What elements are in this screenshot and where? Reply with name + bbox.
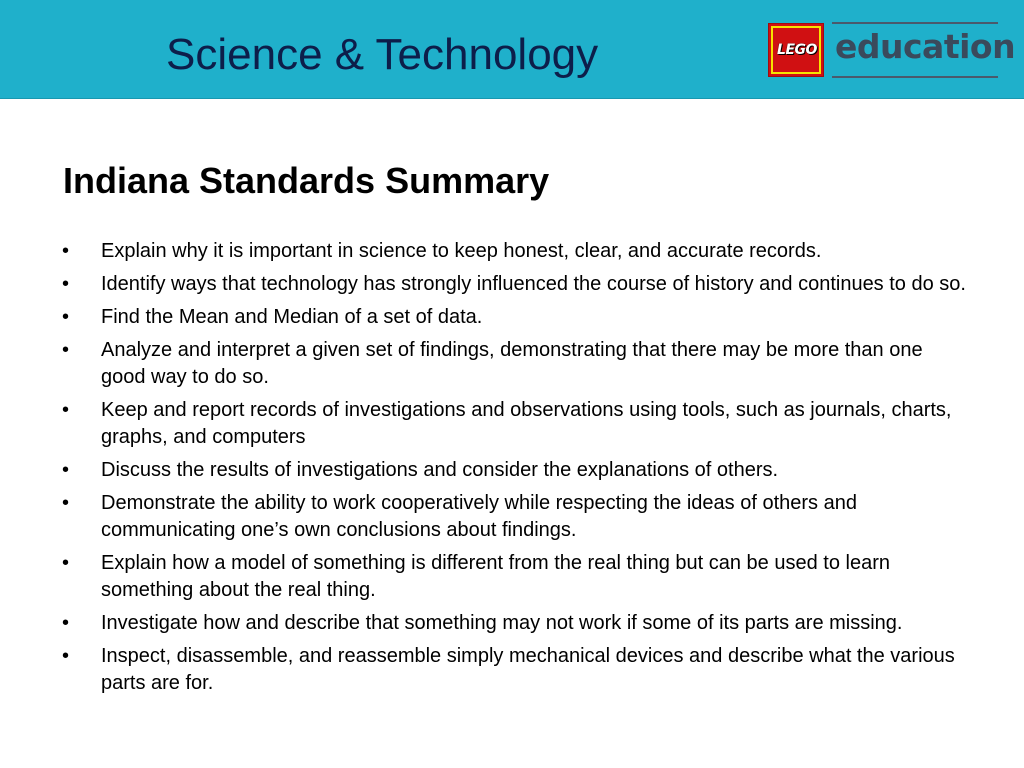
- slide-header-title: Science & Technology: [166, 30, 599, 79]
- bullet-icon: •: [62, 612, 70, 634]
- education-wordmark: education: [835, 27, 1016, 66]
- logo-bottom-rule: [832, 76, 998, 78]
- bullet-icon: •: [62, 339, 70, 361]
- bullet-icon: •: [62, 240, 70, 262]
- list-item-text: Demonstrate the ability to work cooperatively while respecting the ideas of others and communicating one’s own conclusions about findings.: [101, 492, 857, 541]
- list-item-text: Investigate how and describe that something may not work if some of its parts are missing.: [101, 612, 903, 634]
- list-item: [62, 337, 972, 391]
- bullet-icon: •: [62, 552, 70, 574]
- list-item-text: Explain why it is important in science to keep honest, clear, and accurate records.: [101, 240, 822, 262]
- list-item: [62, 490, 972, 544]
- bullet-icon: •: [62, 399, 70, 421]
- list-item: [62, 304, 972, 331]
- list-item: [62, 457, 972, 484]
- list-item: [62, 397, 972, 451]
- bullet-icon: •: [62, 645, 70, 667]
- list-item-text: Discuss the results of investigations and consider the explanations of others.: [101, 459, 779, 481]
- list-item-text: Identify ways that technology has strongly influenced the course of history and continues to do so.: [101, 273, 966, 295]
- header-bar: [0, 0, 1024, 99]
- list-item: [62, 238, 972, 265]
- section-title: Indiana Standards Summary: [63, 160, 550, 201]
- bullet-icon: •: [62, 273, 70, 295]
- list-item: [62, 550, 972, 604]
- list-item: [62, 643, 972, 697]
- lego-logo-badge: [768, 23, 824, 77]
- lego-logo-text: LEGO: [777, 42, 817, 58]
- logo-top-rule: [832, 22, 998, 24]
- list-item: [62, 610, 972, 637]
- bullet-icon: •: [62, 459, 70, 481]
- bullet-icon: •: [62, 306, 70, 328]
- bullet-icon: •: [62, 492, 70, 514]
- list-item-text: Find the Mean and Median of a set of data.: [101, 306, 483, 328]
- list-item-text: Explain how a model of something is different from the real thing but can be used to learn something about the real thing.: [101, 552, 890, 601]
- list-item-text: Analyze and interpret a given set of findings, demonstrating that there may be more than one good way to do so.: [101, 339, 923, 388]
- list-item-text: Keep and report records of investigations and observations using tools, such as journals, charts, graphs, and computers: [101, 399, 952, 448]
- lego-education-logo: [768, 21, 1016, 77]
- list-item-text: Inspect, disassemble, and reassemble simply mechanical devices and describe what the various parts are for.: [101, 645, 955, 694]
- standards-list: [62, 238, 972, 703]
- list-item: [62, 271, 972, 298]
